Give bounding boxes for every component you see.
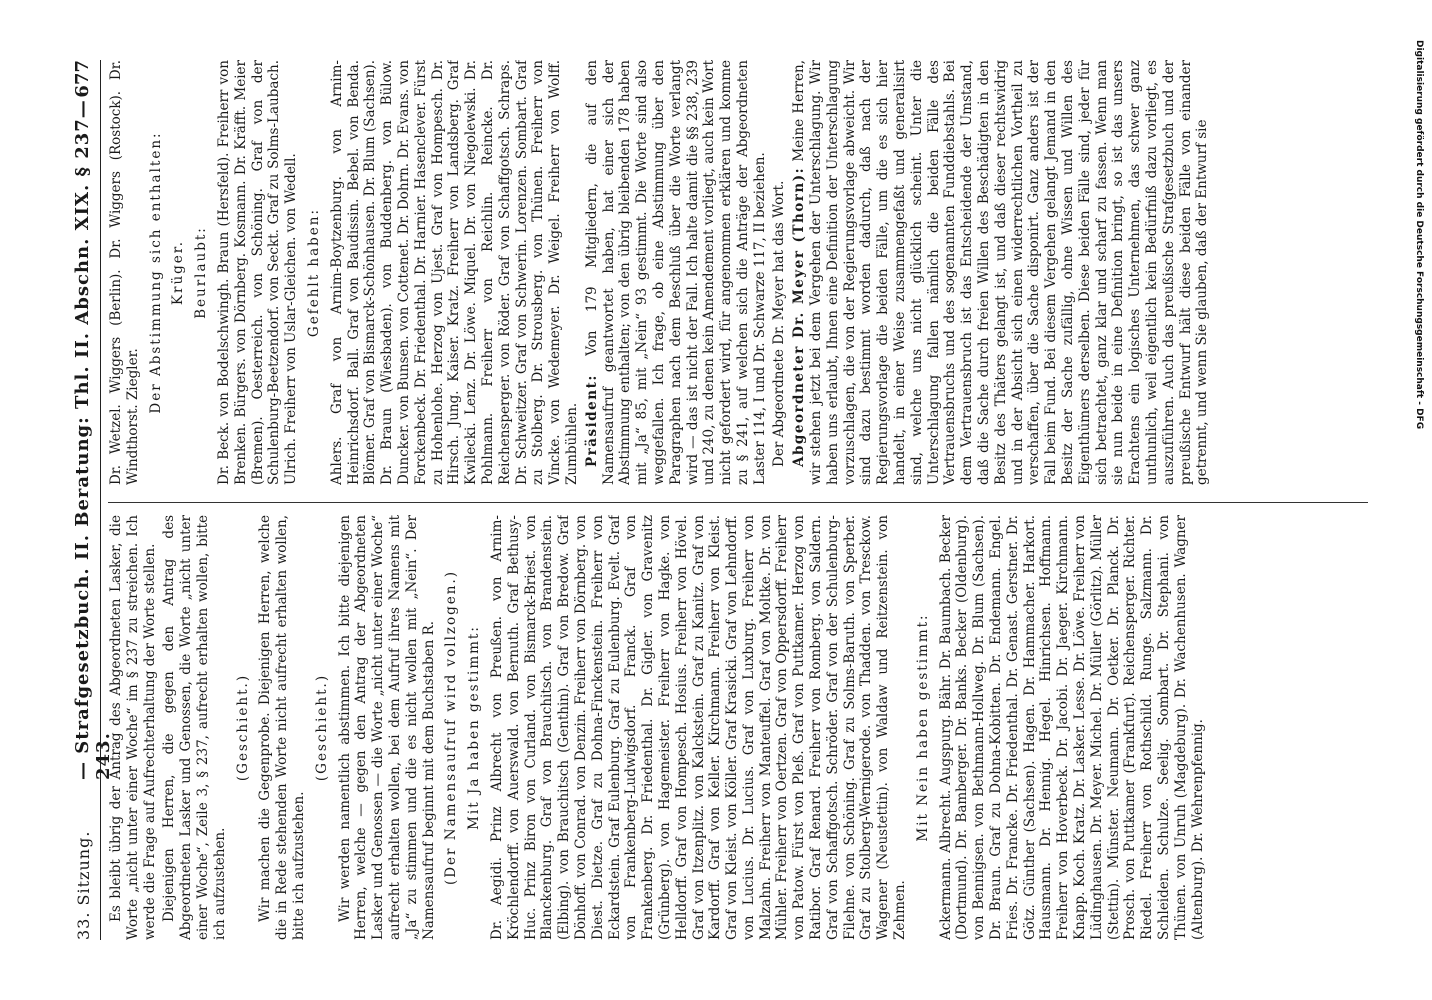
speech-text: Von 179 Mitgliedern, die auf den Namensaufruf geantwortet haben, hat einer sich der Abstimmung enthalten; von den übrig bleibenden 178 haben mit „Ja“ 85, mit „Nein“ 93 gestimmt. Die Worte sind also weggefallen. Ich frage, ob eine Abstimmung über den Paragraphen nach dem Beschluß über die Worte verlangt wird — das ist nicht der Fall. Ich halte damit die §§ 238, 239 und 240, zu denen kein Amendement vorliegt, auch kein Wort nicht gefordert wird, für angenommen erklären und komme zu § 241, auf welchen sich die Anträge der Abgeordneten Laster 114, I und Dr. Schwarze 117, II beziehen. [583,60,768,485]
section-heading: (Geschieht.) [234,673,251,782]
left-column [108,515,1368,940]
section-heading: (Der Namensaufruf wird vollzogen.) [443,569,460,886]
name-list: Ahlers. Graf von Arnim-Boytzenburg. von Arnim-Heinrichsdorf. Ball. Graf von Baudissin. Bebel. von Benda. Blömer. Graf von Bismarck-Schönhausen. Dr. Blum (Sachsen). Dr. Braun (Wiesbaden). von Buddenberg. von Bülow. Duncker. von Bunsen. von Cottenet. Dr. Dohrn. Dr. Evans. von Forckenbeck. Dr. Friedenthal. Dr. Harnier. Hasenclever. Fürst zu Hohenlohe. Herzog von Ujest. Graf von Hompesch. Dr. Hirsch. Jung. Kaiser. Kratz. Freiherr von Landsberg. Graf Kwilecki. Lenz. Dr. Löwe. Miquel. Dr. von Niegolewski. Dr. Pohlmann. Freiherr von Reichlin. Reincke. Dr. Reichensperger. von Röder. Graf von Schaffgotsch. Schraps. Dr. Schweitzer. Graf von Schwerin. Lorenzen. Sombart. Graf zu Stolberg. Dr. Strousberg. von Thünen. Freiherr von Vincke. von Wedemeyer. Dr. Weigel. Freiherr von Wolff. Zumbühlen. [328,60,580,485]
section-heading: Mit Nein haben gestimmt: [914,613,931,842]
page-header [70,60,114,940]
section-heading: Gefehlt haben: [305,207,322,338]
section-heading: Beurlaubt: [193,226,210,319]
speaker-label: Abgeordneter Dr. Meyer (Thorn): [791,166,808,467]
section-heading: (Geschieht.) [313,673,330,782]
section-heading: Mit Ja haben gestimmt: [466,625,483,830]
page-number: 677 [72,60,93,98]
paragraph: Wir werden namentlich abstimmen. Ich bitte diejenigen Herren, welche — gegen den Antrag der Abgeordneten Lasker und Genossen — die Worte „nicht unter einer Woche“ aufrecht erhalten wollen, bei dem Aufruf ihres Namens mit „Ja“ zu stimmen und die es nicht wollen mit „Nein“. Der Namensaufruf beginnt mit dem Buchstaben R. [336,515,437,940]
running-title: — Strafgesetzbuch. II. Beratung: Thl. II. Abschn. XIX. § 237—243. [72,99,114,780]
paragraph: Diejenigen Herren, die gegen den Antrag des Abgeordneten Lasker und Genossen, die Worte „nicht unter einer Woche“, Zeile 3, § 237, aufrecht erhalten wollen, bitte ich aufzustehen. [161,515,228,940]
section-heading: Krüger. [170,239,187,306]
column-divider [108,502,1368,503]
speech-text: Meine Herren, wir stehen jetzt bei dem Vergehen der Unterschlagung. Wir haben uns erlaubt, Ihnen eine Definition der Unterschlagung vorzuschlagen, die von der Regierungsvorlage abweicht. Wir sind dazu bestimmt worden dadurch, daß nach der Regierungsvorlage die beiden Fälle, um die es sich hier handelt, in einer Weise zusammengefaßt und generalisirt sind, welche uns nicht glücklich scheint. Unter die Unterschlagung fallen nämlich die beiden Fälle des Vertrauensbruchs und des sogenannten Funddiebstahls. Bei dem Vertrauensbruch ist das Entscheidende der Umstand, daß die Sache durch freien Willen des Beschädigten in den Besitz des Thäters gelangt ist, und daß dieser rechtswidrig und in der Absicht sich einen widerrechtlichen Vortheil zu verschaffen, über die Sache disponirt. Ganz anders ist der Fall beim Fund. Bei diesem Vergehen gelangt Jemand in den Besitz der Sache zufällig, ohne Wissen und Willen des Eigenthümers derselben. Diese beiden Fälle sind, jeder für sich betrachtet, ganz klar und scharf zu fassen. Wenn man sie nun beide in eine Definition bringt, so ist das unsers Erachtens ein logisches Unternehmen, das schwer ganz unthunlich, weil eigentlich kein Bedürfniß dazu vorliegt, es auszuführen. Auch das preußische Strafgesetzbuch und der preußische Entwurf hält diese beiden Fälle von einander getrennt, und wenn Sie glauben, daß der Entwurf sie [791,60,1211,485]
digitization-note-text: Digitalisierung gefördert durch die Deutsche Forschungsgemeinschaft - DFG [1414,40,1424,430]
page-body [108,60,1368,940]
paragraph: Es bleibt übrig der Antrag des Abgeordneten Lasker, die Worte „nicht unter einer Woche“ im § 237 zu streichen. Ich werde die Frage auf Aufrechterhaltung der Worte stellen. [108,515,158,940]
name-list: Dr. Beck. von Bodelschwingh. Braun (Hersfeld). Freiherr von Brenken. Bürgers. von Dörnberg. Kosmann. Dr. Kräfft. Meier (Bremen). Oesterreich. von Schöning. Graf von der Schulenburg-Beetzendorf. von Seckt. Graf zu Solms-Laubach. Ulrich. Freiherr von Uslar-Gleichen. von Wedell. [215,60,300,485]
right-column [108,60,1368,485]
paragraph: Der Abgeordnete Dr. Meyer hat das Wort. [771,180,788,467]
section-heading: Der Abstimmung sich enthalten: [147,131,164,414]
name-list: Dr. Aegidi. Prinz Albrecht von Preußen. von Arnim-Kröchlendorff. von Auerswald. von Bernuth. Graf Bethusy-Huc. Prinz Biron von Curland. von Bismarck-Briest. von Blanckenburg. Graf von Brauchitsch. von Brandenstein. (Elbing). von Brauchitsch (Genthin). Graf von Bredow. Graf Dönhoff. von Conrad. von Denzin. Freiherr von Dörnberg. von Diest. Dietze. Graf zu Dohna-Finckenstein. Freiherr von Eckardstein. Graf Eulenburg. Graf zu Eulenburg. Evelt. Graf von Frankenberg-Ludwigsdorf. Franck. Graf von Frankenberg. Dr. Friedenthal. Dr. Gigler. von Gravenitz (Grünberg). von Hagemeister. Freiherr von Hagke. von Helldorff. Graf von Hompesch. Hosius. Freiherr von Hövel. Graf von Itzenplitz. von Kalckstein. Graf zu Kanitz. Graf von Kardorff. Graf von Keller. Kirchmann. Freiherr von Kleist. Graf von Kleist. von Köller. Graf Krasicki. Graf von Lehndorff. von Lucius. Dr. Lucius. Graf von Luxburg. Freiherr von Malzahn. Freiherr von Manteuffel. Graf von Moltke. Dr. von Mühler. Freiherr von Oertzen. Graf von Oppersdorff. Freiherr von Patow. Fürst von Pleß. Graf von Puttkamer. Herzog von Ratibor. Graf Renard. Freiherr von Romberg. von Saldern. Graf von Schaffgotsch. Schröder. Graf von der Schulenburg-Filehne. von Schöning. Graf zu Solms-Baruth. von Sperber. Graf zu Stolberg-Wernigerode. von Thadden. von Tresckow. Wagener (Neustettin). von Waldaw und Reitzenstein. von Zehmen. [488,515,909,940]
paragraph [791,60,1211,485]
paragraph: Wir machen die Gegenprobe. Diejenigen Herren, welche die in Rede stehenden Worte nicht aufrecht erhalten wollen, bitte ich aufzustehen. [257,515,307,940]
name-list: Dr. Wetzel. Wiggers (Berlin). Dr. Wiggers (Rostock). Dr. Windthorst. Ziegler. [108,60,141,485]
session-label: 33. Sitzung. [74,830,93,940]
paragraph [584,60,769,485]
speaker-label: Präsident: [583,374,600,467]
digitization-note [1412,40,1426,960]
name-list: Ackermann. Albrecht. Augspurg. Bähr. Dr. Baumbach. Becker (Dortmund). Dr. Bamberger. Dr. Banks. Becker (Oldenburg). von Bennigsen. von Bethmann-Hollweg. Dr. Blum (Sachsen). Dr. Braun. Graf zu Dohna-Kobitten. Dr. Endemann. Engel. Fries. Dr. Francke. Dr. Friedenthal. Dr. Genast. Gerstner. Dr. Götz. Günther (Sachsen). Hagen. Dr. Hammacher. Harkort. Hausmann. Dr. Hennig. Hegel. Hinrichsen. Hoffmann. Freiherr von Hoverbeck. Dr. Jacobi. Dr. Jaeger. Kirchmann. Knapp. Koch. Kratz. Dr. Lasker. Lesse. Dr. Löwe. Freiherr von Lüdinghausen. Dr. Meyer. Michel. Dr. Müller (Görlitz). Müller (Stettin). Münster. Neumann. Dr. Oetker. Dr. Planck. Dr. Prosch. von Puttkamer (Frankfurt). Reichensperger. Richter. Riedel. Freiherr von Rothschild. Runge. Salzmann. Dr. Schleiden. Schulze. Seelig. Sombart. Dr. Stephani. von Thünen. von Unruh (Magdeburg). Dr. Wachenhusen. Wagner (Altenburg). Dr. Wehrenpfennig. [937,515,1206,940]
